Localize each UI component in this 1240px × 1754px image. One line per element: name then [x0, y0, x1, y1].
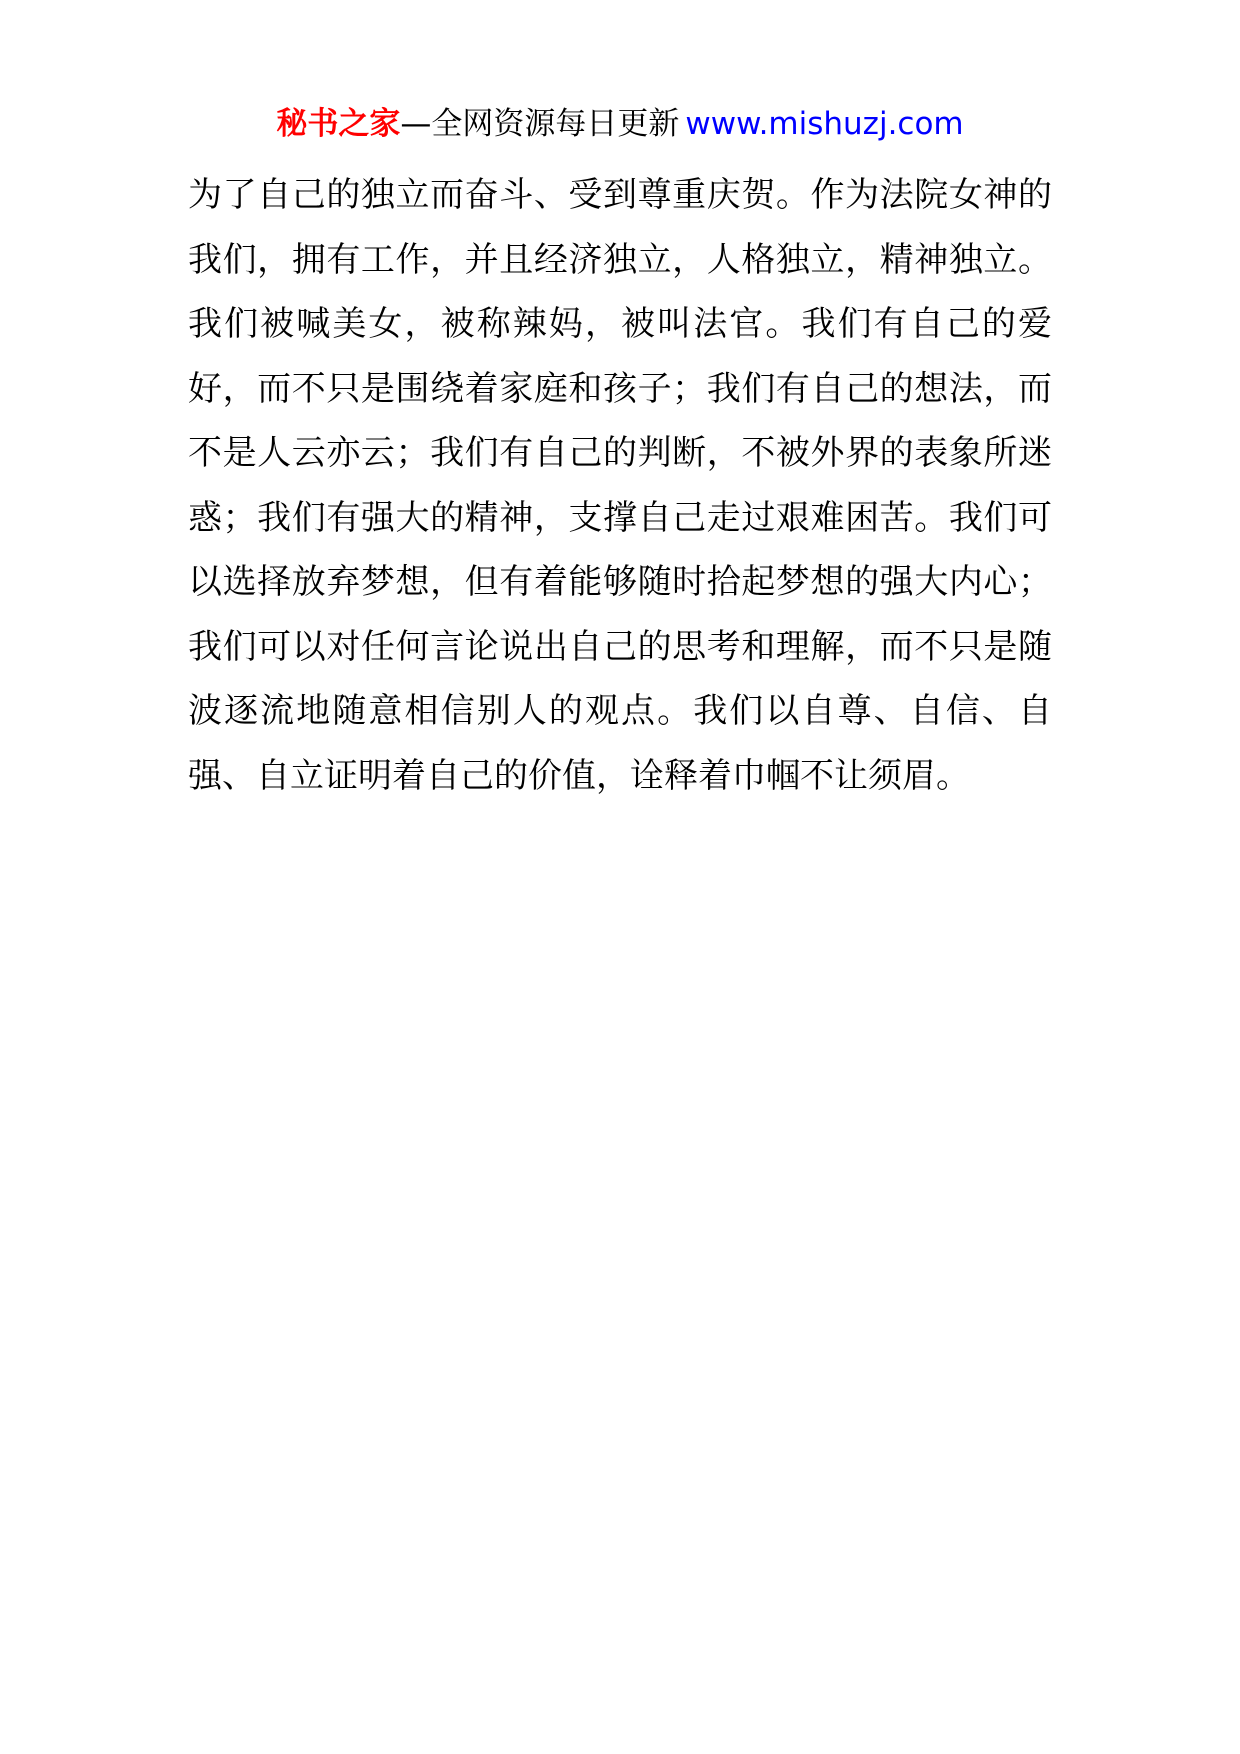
paragraph-line: 波逐流地随意相信别人的观点。我们以自尊、自信、自 — [188, 691, 1052, 731]
paragraph-line: 不是人云亦云；我们有自己的判断，不被外界的表象所迷 — [188, 433, 1052, 473]
paragraph-line: 惑；我们有强大的精神，支撑自己走过艰难困苦。我们可 — [188, 497, 1052, 538]
paragraph-line: 我们被喊美女，被称辣妈，被叫法官。我们有自己的爱 — [188, 304, 1052, 344]
paragraph-line: 为了自己的独立而奋斗、受到尊重庆贺。作为法院女神的 — [188, 175, 1052, 215]
paragraph-line: 好，而不只是围绕着家庭和孩子；我们有自己的想法，而 — [188, 368, 1052, 409]
body-paragraph — [188, 163, 1052, 808]
paragraph-line: 我们，拥有工作，并且经济独立，人格独立，精神独立。 — [188, 239, 1052, 280]
paragraph-line: 强、自立证明着自己的价值，诠释着巾帼不让须眉。 — [188, 755, 970, 796]
page-header — [0, 102, 1240, 146]
header-tagline: —全网资源每日更新 — [400, 106, 680, 142]
brand-name: 秘书之家 — [276, 106, 401, 142]
paragraph-line: 我们可以对任何言论说出自己的思考和理解，而不只是随 — [188, 626, 1052, 667]
paragraph-line: 以选择放弃梦想，但有着能够随时拾起梦想的强大内心； — [188, 562, 1052, 602]
site-url-link[interactable]: www.mishuzj.com — [685, 106, 964, 142]
